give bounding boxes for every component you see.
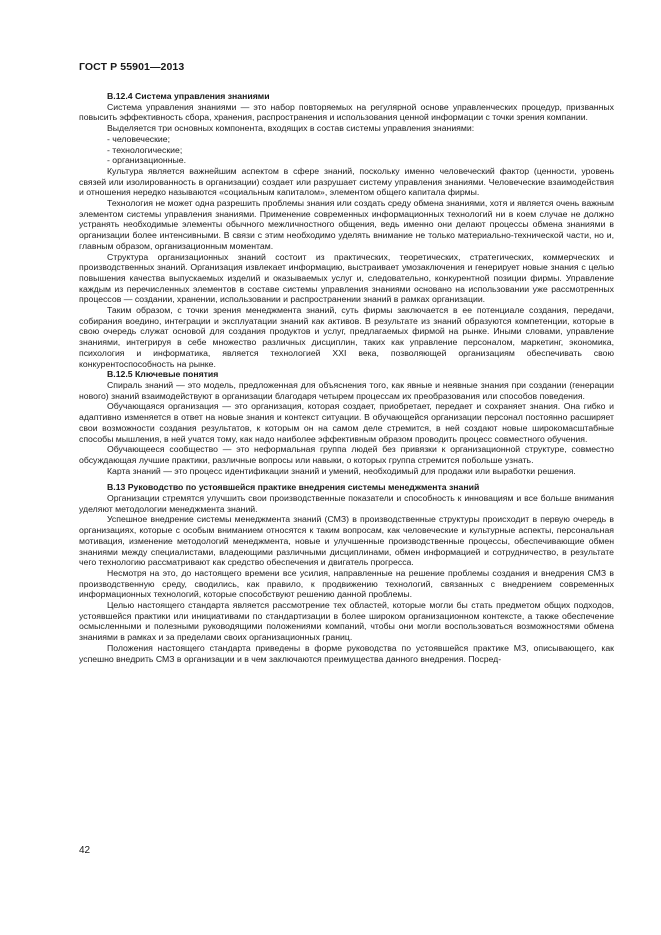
page-number: 42 xyxy=(79,845,91,856)
paragraph: Несмотря на это, до настоящего времени все усилия, направленные на решение проблемы создания и внедрения СМЗ в производственную среду, сводились, как правило, к продвижению технологий, связанных с внедрением современных информационных технологий, которые способствуют решению данной проблемы. xyxy=(79,567,614,600)
paragraph: Система управления знаниями — это набор повторяемых на регулярной основе управленческих процедур, призванных повысить эффективность сбора, хранения, распространения и использования ценной информации с точки зрения компании. xyxy=(79,101,614,123)
section-heading: В.13 Руководство по устоявшейся практике внедрения системы менеджмента знаний xyxy=(107,482,480,493)
page-body xyxy=(79,91,614,664)
document-code-header: ГОСТ Р 55901—2013 xyxy=(79,61,185,73)
section-heading: В.12.4 Система управления знаниями xyxy=(107,91,270,101)
list-item: - технологические; xyxy=(107,144,183,155)
paragraph: Организации стремятся улучшить свои производственные показатели и способность к инновациям и все больше внимания уделяют методологии менеджмента знаний. xyxy=(79,493,614,514)
paragraph: Карта знаний — это процесс идентификации знаний и умений, необходимый для продажи или выработки решения. xyxy=(107,465,576,476)
paragraph: Таким образом, с точки зрения менеджмента знаний, суть фирмы заключается в ее потенциале создания, передачи, собирания воедино, интеграции и эксплуатации знаний как активов. В результате из знаний образуются компетенции, которые в свою очередь служат основой для создания продуктов и услуг, предлагаемых фирмой на рынке. Иными словами, управление знаниями, интегрируя в себе множество различных дисциплин, таких как управление персоналом, маркетинг, экономика, психология и информатика, является технологией XXI века, позволяющей организациям обеспечивать свою конкурентоспособность на рынке. xyxy=(79,305,614,369)
paragraph: Выделяется три основных компонента, входящих в состав системы управления знаниями: xyxy=(107,123,475,134)
paragraph: Структура организационных знаний состоит из практических, теоретических, стратегических, коммерческих и производственных знаний. Организация извлекает информацию, выстраивает умозаключения и генерирует новые знания с целью повышения качества выпускаемых изделий и оказываемых услуг и, следовательно, конкурентной позиции фирмы. Управление каждым из перечисленных элементов в составе системы управления знаниями основано на использовании уже рассмотренных процессов — создании, хранении, использовании и распространении знаний в рамках организации. xyxy=(79,251,614,305)
list-item: - организационные. xyxy=(107,155,186,166)
paragraph: Успешное внедрение системы менеджмента знаний (СМЗ) в производственные структуры происходит в первую очередь в организациях, которые с особым вниманием относятся к таким вопросам, как человеческие и культурные аспекты, персональная мотивация, изменение методологий менеджмента, новые и улучшенные производственные процессы, обеспечивающие обмен знаниями между специалистами, владеющими различными дисциплинами, обмен информацией и сотрудничество, в результате чего технологию рассматривают как средство обеспечения и двигатель прогресса. xyxy=(79,514,614,568)
paragraph: Культура является важнейшим аспектом в сфере знаний, поскольку именно человеческий фактор (ценности, уровень связей или изолированность в организации) создает или разрушает систему управления знаниями. Человеческие взаимодействия и отношения нередко называются «социальным капиталом», элементом общего капитала фирмы. xyxy=(79,165,614,198)
paragraph: Положения настоящего стандарта приведены в форме руководства по устоявшейся практике МЗ, описывающего, как успешно внедрить СМЗ в организации и в чем заключаются преимущества данного внедрения. Посред- xyxy=(79,642,614,664)
paragraph: Спираль знаний — это модель, предложенная для объяснения того, как явные и неявные знания при создании (генерации нового) знаний взаимодействуют в организации благодаря четырем процессам их преобразования или способов поведения. xyxy=(79,379,614,401)
paragraph: Технология не может одна разрешить проблемы знания или создать среду обмена знаниями, хотя и является очень важным элементом системы управления знаниями. Применение современных информационных технологий ни в коем случае не должно устранять необходимые элементы обычного межличностного общения, ведь именно они делают процессы обмена знаниями в организации более интенсивными. В связи с этим необходимо уделять внимание не только материально-технической части, но и, главным образом, организационным моментам. xyxy=(79,198,614,251)
paragraph: Обучающаяся организация — это организация, которая создает, приобретает, передает и сохраняет знания. Она гибко и адаптивно изменяется в ответ на новые знания и контекст ситуации. В обучающейся организации персонал постоянно расширяет свои возможности создания результатов, к которым он на самом деле стремится, в ней создают новые широкомасштабные способы мышления, в ней учатся тому, как надо наиболее эффективным образом проводить процесс совместного обучения. xyxy=(79,401,614,444)
paragraph: Обучающееся сообщество — это неформальная группа людей без привязки к организационной структуре, совместно обсуждающая лучшие практики, различные вопросы или навыки, о которых группа стремится побольше узнать. xyxy=(79,444,614,465)
paragraph: Целью настоящего стандарта является рассмотрение тех областей, которые могли бы стать предметом общих подходов, устоявшейся практики или инициативами по стандартизации в более широком организационном контексте, а также обеспечение осмысленными и полезными руководящими положениями компаний, чтобы они могли воспользоваться возможностями обмена знаниями в рамках и за пределами своих организационных границ. xyxy=(79,600,614,643)
section-heading: В.12.5 Ключевые понятия xyxy=(107,369,219,380)
list-item: - человеческие; xyxy=(107,133,171,144)
